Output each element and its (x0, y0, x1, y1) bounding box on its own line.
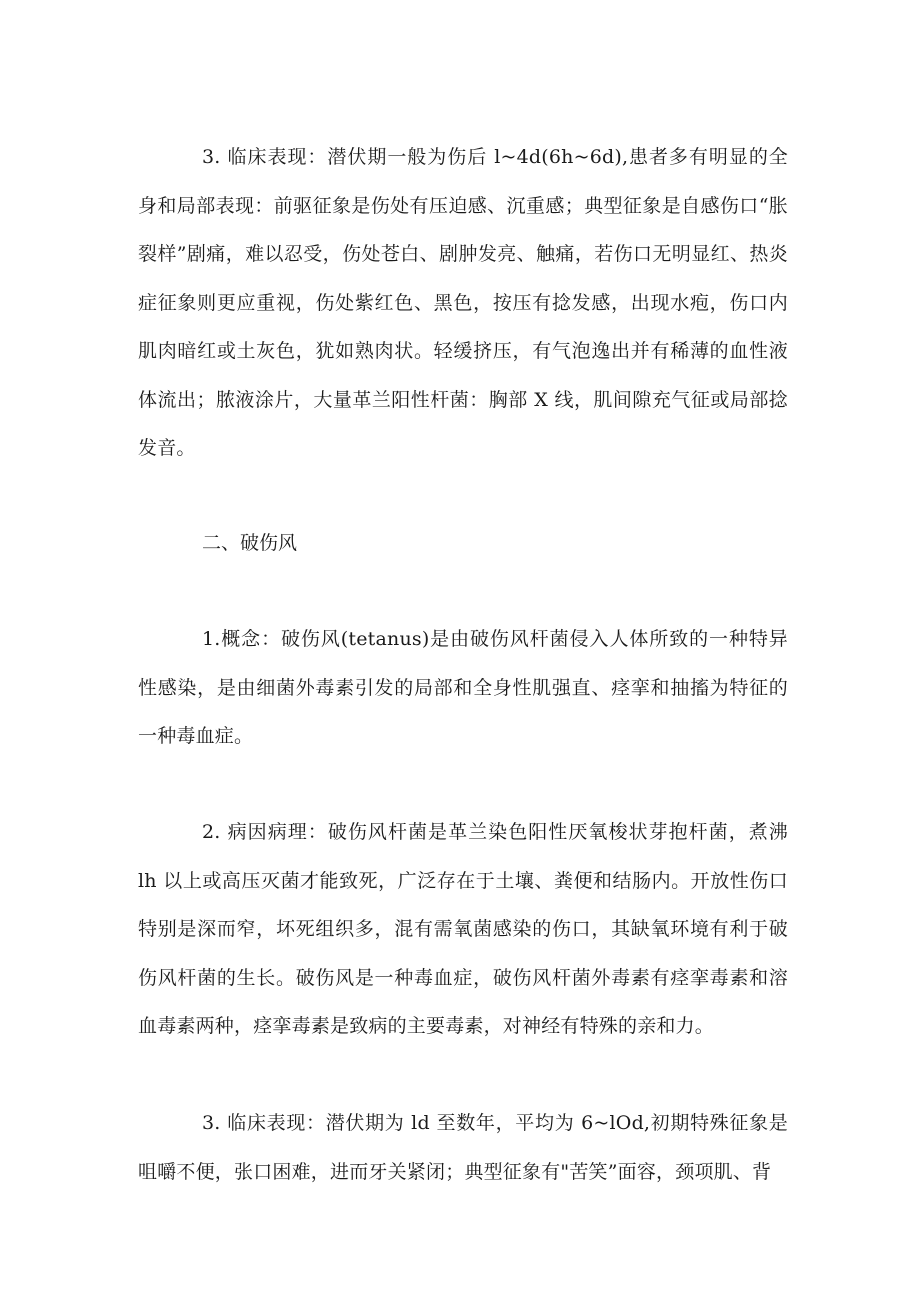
paragraph-tetanus-concept: 1.概念：破伤风(tetanus)是由破伤风杆菌侵入人体所致的一种特异性感染，是由细菌外毒素引发的局部和全身性肌强直、痉挛和抽搐为特征的一种毒血症。 (138, 628, 788, 747)
paragraph-tetanus-clinical: 3. 临床表现：潜伏期为 ld 至数年，平均为 6~lOd,初期特殊征象是咀嚼不便，张口困难，进而牙关紧闭；典型征象有"苦笑”面容，颈项肌、背 (138, 1112, 788, 1183)
paragraph-gas-gangrene-clinical: 3. 临床表现：潜伏期一般为伤后 l~4d(6h~6d),患者多有明显的全身和局部表现：前驱征象是伤处有压迫感、沉重感；典型征象是自感伤口“胀裂样”剧痛，难以忍受，伤处苍白、剧肿发亮、触痛，若伤口无明显红、热炎症征象则更应重视，伤处紫红色、黑色，按压有捻发感，出现水疱，伤口内肌肉暗红或土灰色，犹如熟肉状。轻缓挤压，有气泡逸出并有稀薄的血性液体流出；脓液涂片，大量革兰阳性杆菌：胸部 X 线，肌间隙充气征或局部捻发音。 (138, 146, 788, 459)
paragraph-tetanus-etiology: 2. 病因病理：破伤风杆菌是革兰染色阳性厌氧梭状芽抱杆菌，煮沸 lh 以上或高压灭菌才能致死，广泛存在于土壤、粪便和结肠内。开放性伤口特别是深而窄，坏死组织多，混有需氧菌感染的伤口，其缺氧环境有利于破伤风杆菌的生长。破伤风是一种毒血症，破伤风杆菌外毒素有痉挛毒素和溶血毒素两种，痉挛毒素是致病的主要毒素，对神经有特殊的亲和力。 (138, 821, 788, 1037)
section-heading-tetanus: 二、破伤风 (202, 532, 298, 554)
